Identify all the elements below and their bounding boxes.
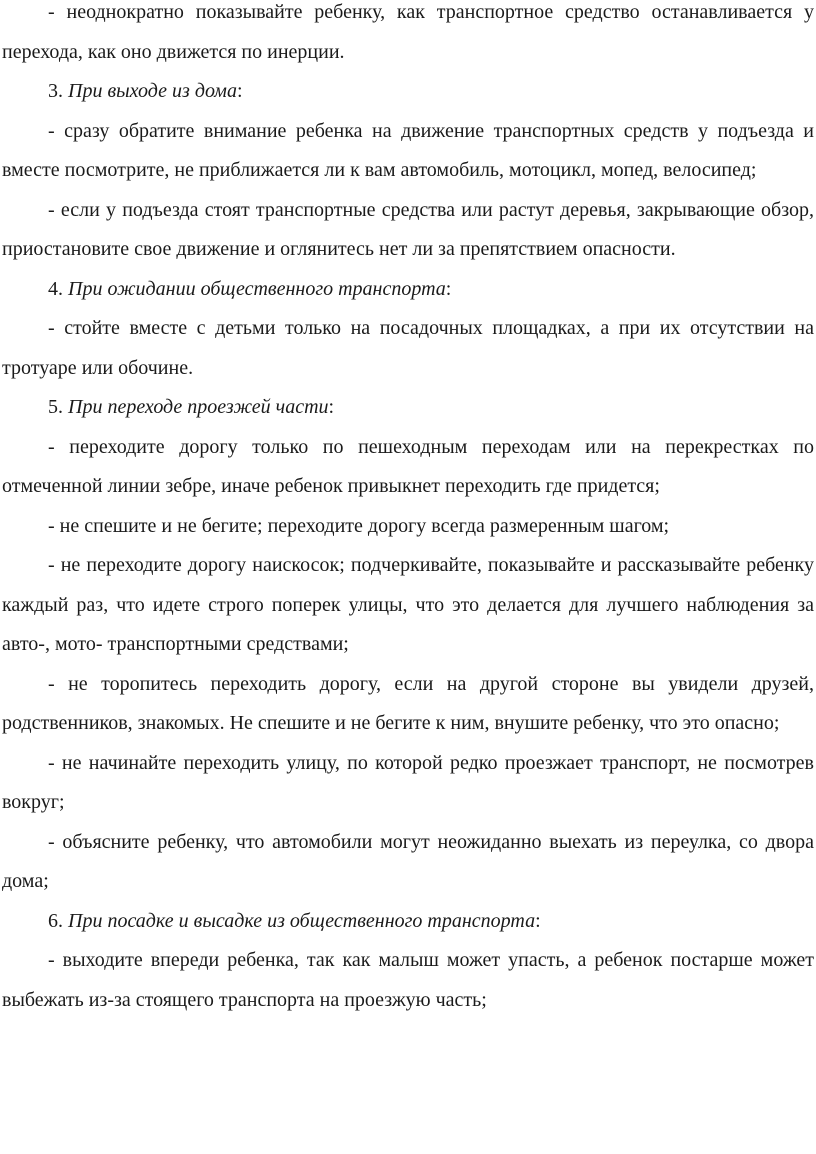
section-number: 5.: [48, 396, 63, 418]
section-suffix: :: [328, 396, 335, 418]
section-title: При переходе проезжей части: [68, 396, 329, 418]
section-suffix: :: [535, 909, 541, 932]
section-title: При выходе из дома: [68, 80, 237, 102]
section-heading-6: [2, 902, 814, 942]
paragraph-bullet: - не начинайте переходить улицу, по которой редко проезжает транспорт, не посмотрев вокруг;: [2, 751, 814, 813]
paragraph-bullet: - объясните ребенку, что автомобили могут неожиданно выехать из переулка, со двора дома;: [2, 830, 814, 892]
section-number: 6.: [48, 909, 63, 932]
paragraph-bullet: - выходите впереди ребенка, так как малыш может упасть, а ребенок постарше может выбежать из-за стоящего транспорта на проезжую часть;: [2, 949, 814, 1011]
section-heading-5: [2, 388, 814, 428]
section-number: 4.: [48, 277, 63, 300]
section-heading-3: [2, 72, 814, 112]
section-number: 3.: [48, 80, 63, 102]
paragraph-bullet: - стойте вместе с детьми только на посадочных площадках, а при их отсутствии на тротуаре или обочине.: [2, 317, 814, 379]
section-suffix: :: [445, 277, 452, 300]
paragraph-bullet: - переходите дорогу только по пешеходным переходам или на перекрестках по отмеченной линии зебре, иначе ребенок привыкнет переходить где придется;: [2, 435, 814, 497]
section-suffix: :: [236, 80, 243, 102]
paragraph-bullet: - если у подъезда стоят транспортные средства или растут деревья, закрывающие обзор, приостановите свое движение и оглянитесь нет ли за препятствием опасности.: [2, 198, 814, 260]
section-heading-4: [2, 270, 814, 310]
paragraph-bullet: - неоднократно показывайте ребенку, как транспортное средство останавливается у перехода, как оно движется по инерции.: [2, 1, 814, 63]
paragraph-bullet: - сразу обратите внимание ребенка на движение транспортных средств у подъезда и вместе посмотрите, не приближается ли к вам автомобиль, мотоцикл, мопед, велосипед;: [2, 119, 814, 181]
section-title: При посадке и высадке из общественного транспорта: [68, 909, 536, 932]
section-title: При ожидании общественного транспорта: [68, 277, 446, 300]
paragraph-bullet: - не переходите дорогу наискосок; подчеркивайте, показывайте и рассказывайте ребенку каждый раз, что идете строго поперек улицы, что это делается для лучшего наблюдения за авто-, мото- транспортными средствами;: [2, 554, 814, 655]
paragraph-bullet: - не спешите и не бегите; переходите дорогу всегда размеренным шагом;: [48, 514, 670, 537]
paragraph-bullet: - не торопитесь переходить дорогу, если на другой стороне вы увидели друзей, родственников, знакомых. Не спешите и не бегите к ним, внушите ребенку, что это опасно;: [2, 672, 814, 734]
